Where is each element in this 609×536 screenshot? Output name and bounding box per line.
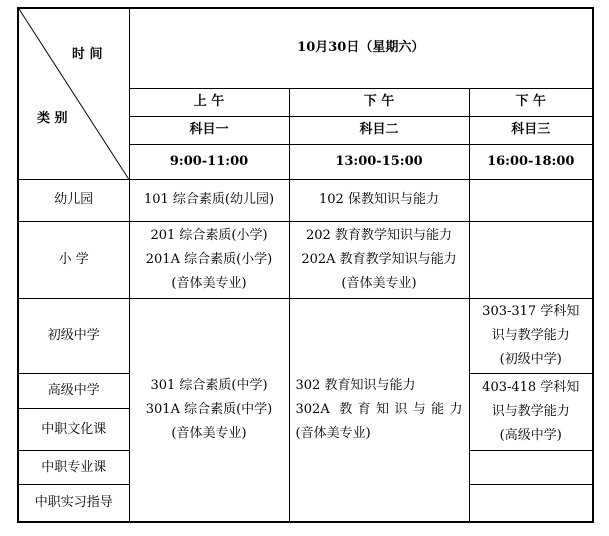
session-2-subject: 科目二	[289, 116, 469, 144]
cell-line: (音体美专业)	[171, 275, 247, 291]
cell-line: 301 综合素质(中学)	[150, 378, 268, 393]
cell-primary-subject3	[469, 221, 593, 298]
cell-junior-subject3	[469, 299, 593, 374]
category-senior-high: 高级中学	[18, 374, 129, 409]
session-2-time: 13:00-15:00	[289, 144, 469, 179]
cell-line: 201 综合素质(小学)	[150, 227, 268, 243]
session-3-period: 下 午	[469, 88, 593, 116]
cell-vocational-major-subject3	[469, 451, 593, 485]
category-kindergarten: 幼儿园	[18, 179, 129, 221]
cell-line: (音体美专业)	[295, 426, 371, 441]
cell-line: (音体美专业)	[171, 426, 247, 441]
diagonal-divider	[19, 9, 129, 179]
session-1-period: 上 午	[129, 88, 289, 116]
cell-line: (高级中学)	[499, 428, 562, 444]
cell-line: 301A 综合素质(中学)	[145, 402, 273, 417]
category-primary: 小 学	[18, 221, 129, 298]
session-2-period: 下 午	[289, 88, 469, 116]
cell-secondary-subject1	[129, 299, 289, 522]
cell-primary-subject1	[129, 221, 289, 298]
cell-kindergarten-subject1: 101 综合素质(幼儿园)	[129, 179, 289, 221]
cell-line: 403-418 学科知	[482, 380, 580, 396]
session-3-subject: 科目三	[469, 116, 593, 144]
exam-schedule-table	[17, 7, 594, 523]
cell-line: (音体美专业)	[341, 275, 417, 291]
category-junior-middle: 初级中学	[18, 299, 129, 374]
category-vocational-major: 中职专业课	[18, 451, 129, 485]
cell-senior-subject3	[469, 374, 593, 451]
date-header: 10月30日（星期六）	[129, 8, 593, 88]
cell-vocational-internship-subject3	[469, 485, 593, 522]
cell-line: 识与教学能力	[491, 404, 570, 420]
cell-kindergarten-subject3	[469, 179, 593, 221]
session-1-subject: 科目一	[129, 116, 289, 144]
cell-line: 201A 综合素质(小学)	[145, 251, 273, 267]
corner-header-cell	[18, 8, 129, 179]
category-header-label: 类 别	[37, 111, 68, 126]
cell-primary-subject2	[289, 221, 469, 298]
category-vocational-culture: 中职文化课	[18, 409, 129, 451]
cell-line: 202A 教育教学知识与能力	[301, 251, 457, 267]
cell-line: 202 教育教学知识与能力	[306, 227, 452, 243]
cell-line: 302A 教育知识与能力	[295, 402, 463, 417]
cell-secondary-subject2	[289, 299, 469, 522]
cell-kindergarten-subject2: 102 保教知识与能力	[289, 179, 469, 221]
session-3-time: 16:00-18:00	[469, 144, 593, 179]
cell-line: 302 教育知识与能力	[295, 378, 416, 393]
cell-line: 303-317 学科知	[482, 304, 580, 320]
time-header-label: 时 间	[71, 47, 103, 62]
cell-line: (初级中学)	[499, 352, 562, 368]
cell-line: 识与教学能力	[491, 328, 570, 344]
session-1-time: 9:00-11:00	[129, 144, 289, 179]
category-vocational-internship: 中职实习指导	[18, 485, 129, 522]
